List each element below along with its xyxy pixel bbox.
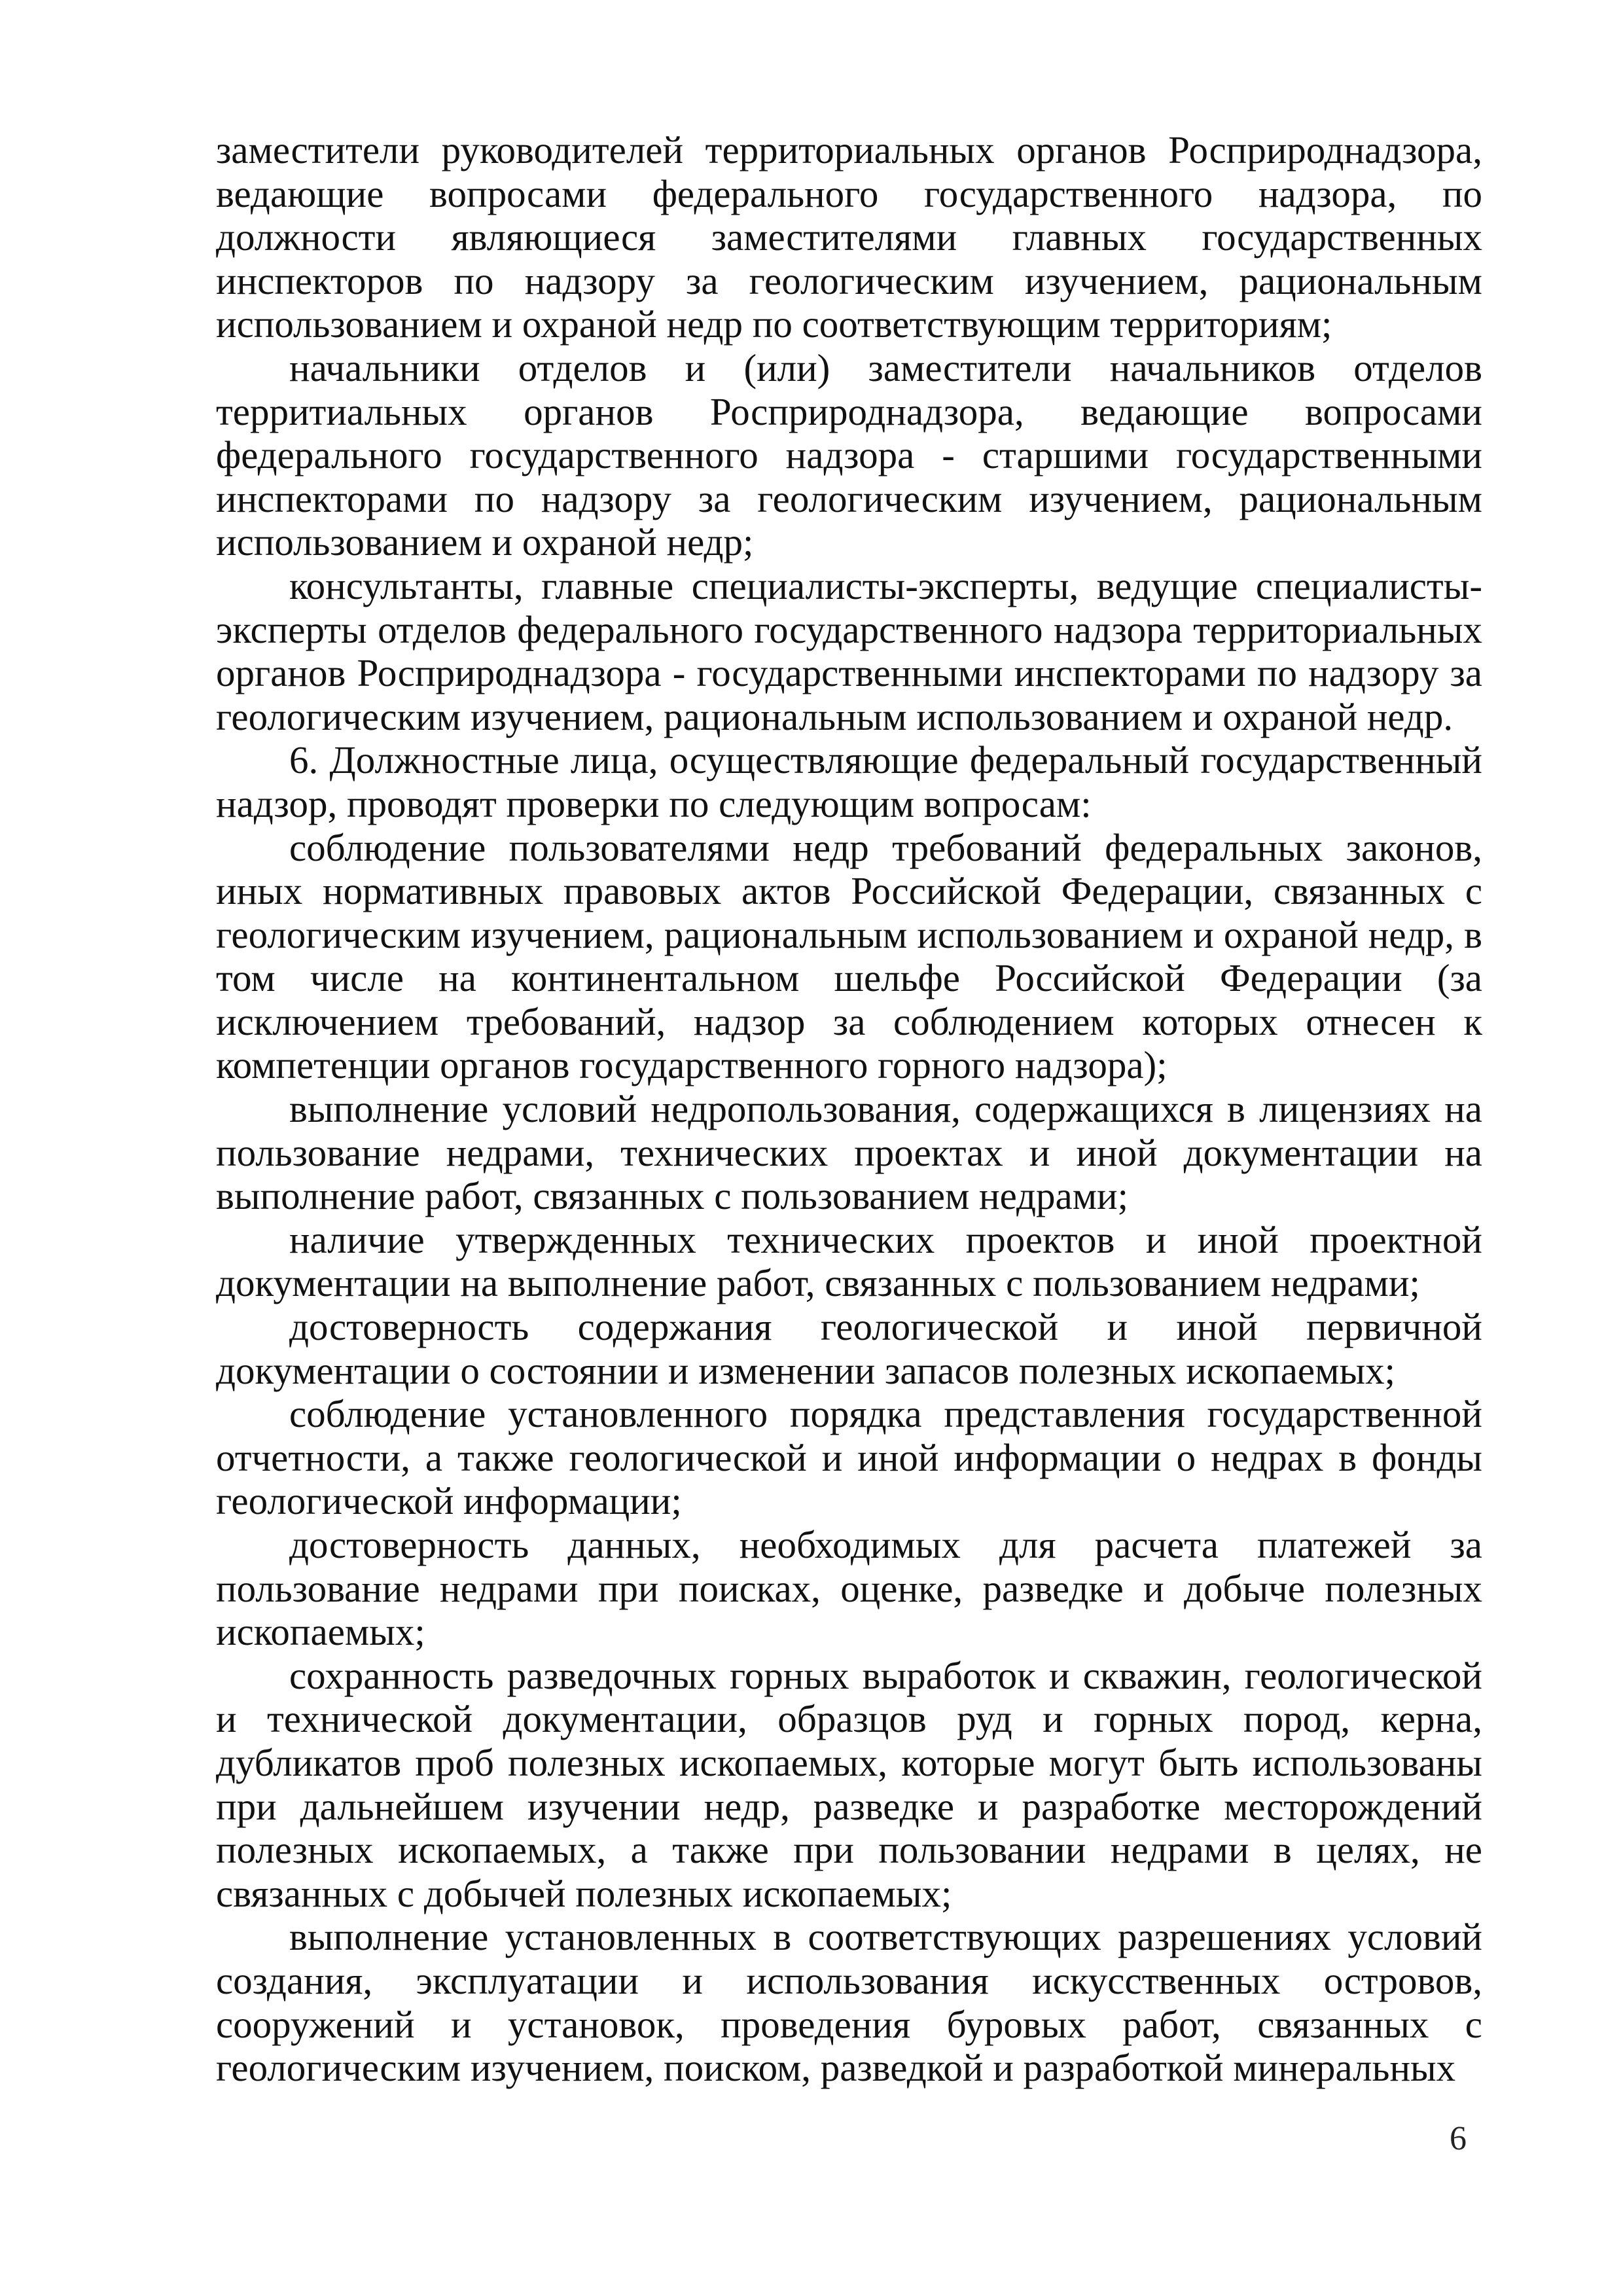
paragraph-reporting-procedure: соблюдение установленного порядка представления государственной отчетности, а также геологической и иной информации о недрах в фонды геологической информации; xyxy=(216,1392,1482,1523)
paragraph-department-heads: начальники отделов и (или) заместители начальников отделов территиальных органов Росприроднадзора, ведающие вопросами федерального государственного надзора - старшими государственными инспекторами по надзору за геологическим изучением, рациональным использованием и охраной недр; xyxy=(216,346,1482,564)
paragraph-license-conditions: выполнение условий недропользования, содержащихся в лицензиях на пользование недрами, технических проектах и иной документации на выполнение работ, связанных с пользованием недрами; xyxy=(216,1087,1482,1218)
paragraph-documentation-reliability: достоверность содержания геологической и иной первичной документации о состоянии и изменении запасов полезных ископаемых; xyxy=(216,1305,1482,1392)
document-body xyxy=(216,128,1482,2090)
paragraph-artificial-islands: выполнение установленных в соответствующих разрешениях условий создания, эксплуатации и использования искусственных островов, сооружений и установок, проведения буровых работ, связанных с геологическим изучением, поиском, разведкой и разработкой минеральных xyxy=(216,1915,1482,2090)
paragraph-section-6: 6. Должностные лица, осуществляющие федеральный государственный надзор, проводят проверки по следующим вопросам: xyxy=(216,738,1482,825)
paragraph-approved-projects: наличие утвержденных технических проектов и иной проектной документации на выполнение работ, связанных с пользованием недрами; xyxy=(216,1217,1482,1305)
page-number: 6 xyxy=(1450,2120,1467,2157)
paragraph-consultants: консультанты, главные специалисты-эксперты, ведущие специалисты-эксперты отделов федерального государственного надзора территориальных органов Росприроднадзора - государственными инспекторами по надзору за геологическим изучением, рациональным использованием и охраной недр. xyxy=(216,564,1482,738)
paragraph-deputy-heads: заместители руководителей территориальных органов Росприроднадзора, ведающие вопросами федерального государственного надзора, по должности являющиеся заместителями главных государственных инспекторов по надзору за геологическим изучением, рациональным использованием и охраной недр по соответствующим территориям; xyxy=(216,128,1482,346)
paragraph-preservation: сохранность разведочных горных выработок и скважин, геологической и технической документации, образцов руд и горных пород, керна, дубликатов проб полезных ископаемых, которые могут быть использованы при дальнейшем изучении недр, разведке и разработке месторождений полезных ископаемых, а также при пользовании недрами в целях, не связанных с добычей полезных ископаемых; xyxy=(216,1653,1482,1915)
paragraph-compliance: соблюдение пользователями недр требований федеральных законов, иных нормативных правовых актов Российской Федерации, связанных с геологическим изучением, рациональным использованием и охраной недр, в том числе на континентальном шельфе Российской Федерации (за исключением требований, надзор за соблюдением которых отнесен к компетенции органов государственного горного надзора); xyxy=(216,825,1482,1087)
paragraph-payment-data: достоверность данных, необходимых для расчета платежей за пользование недрами при поисках, оценке, разведке и добыче полезных ископаемых; xyxy=(216,1523,1482,1654)
